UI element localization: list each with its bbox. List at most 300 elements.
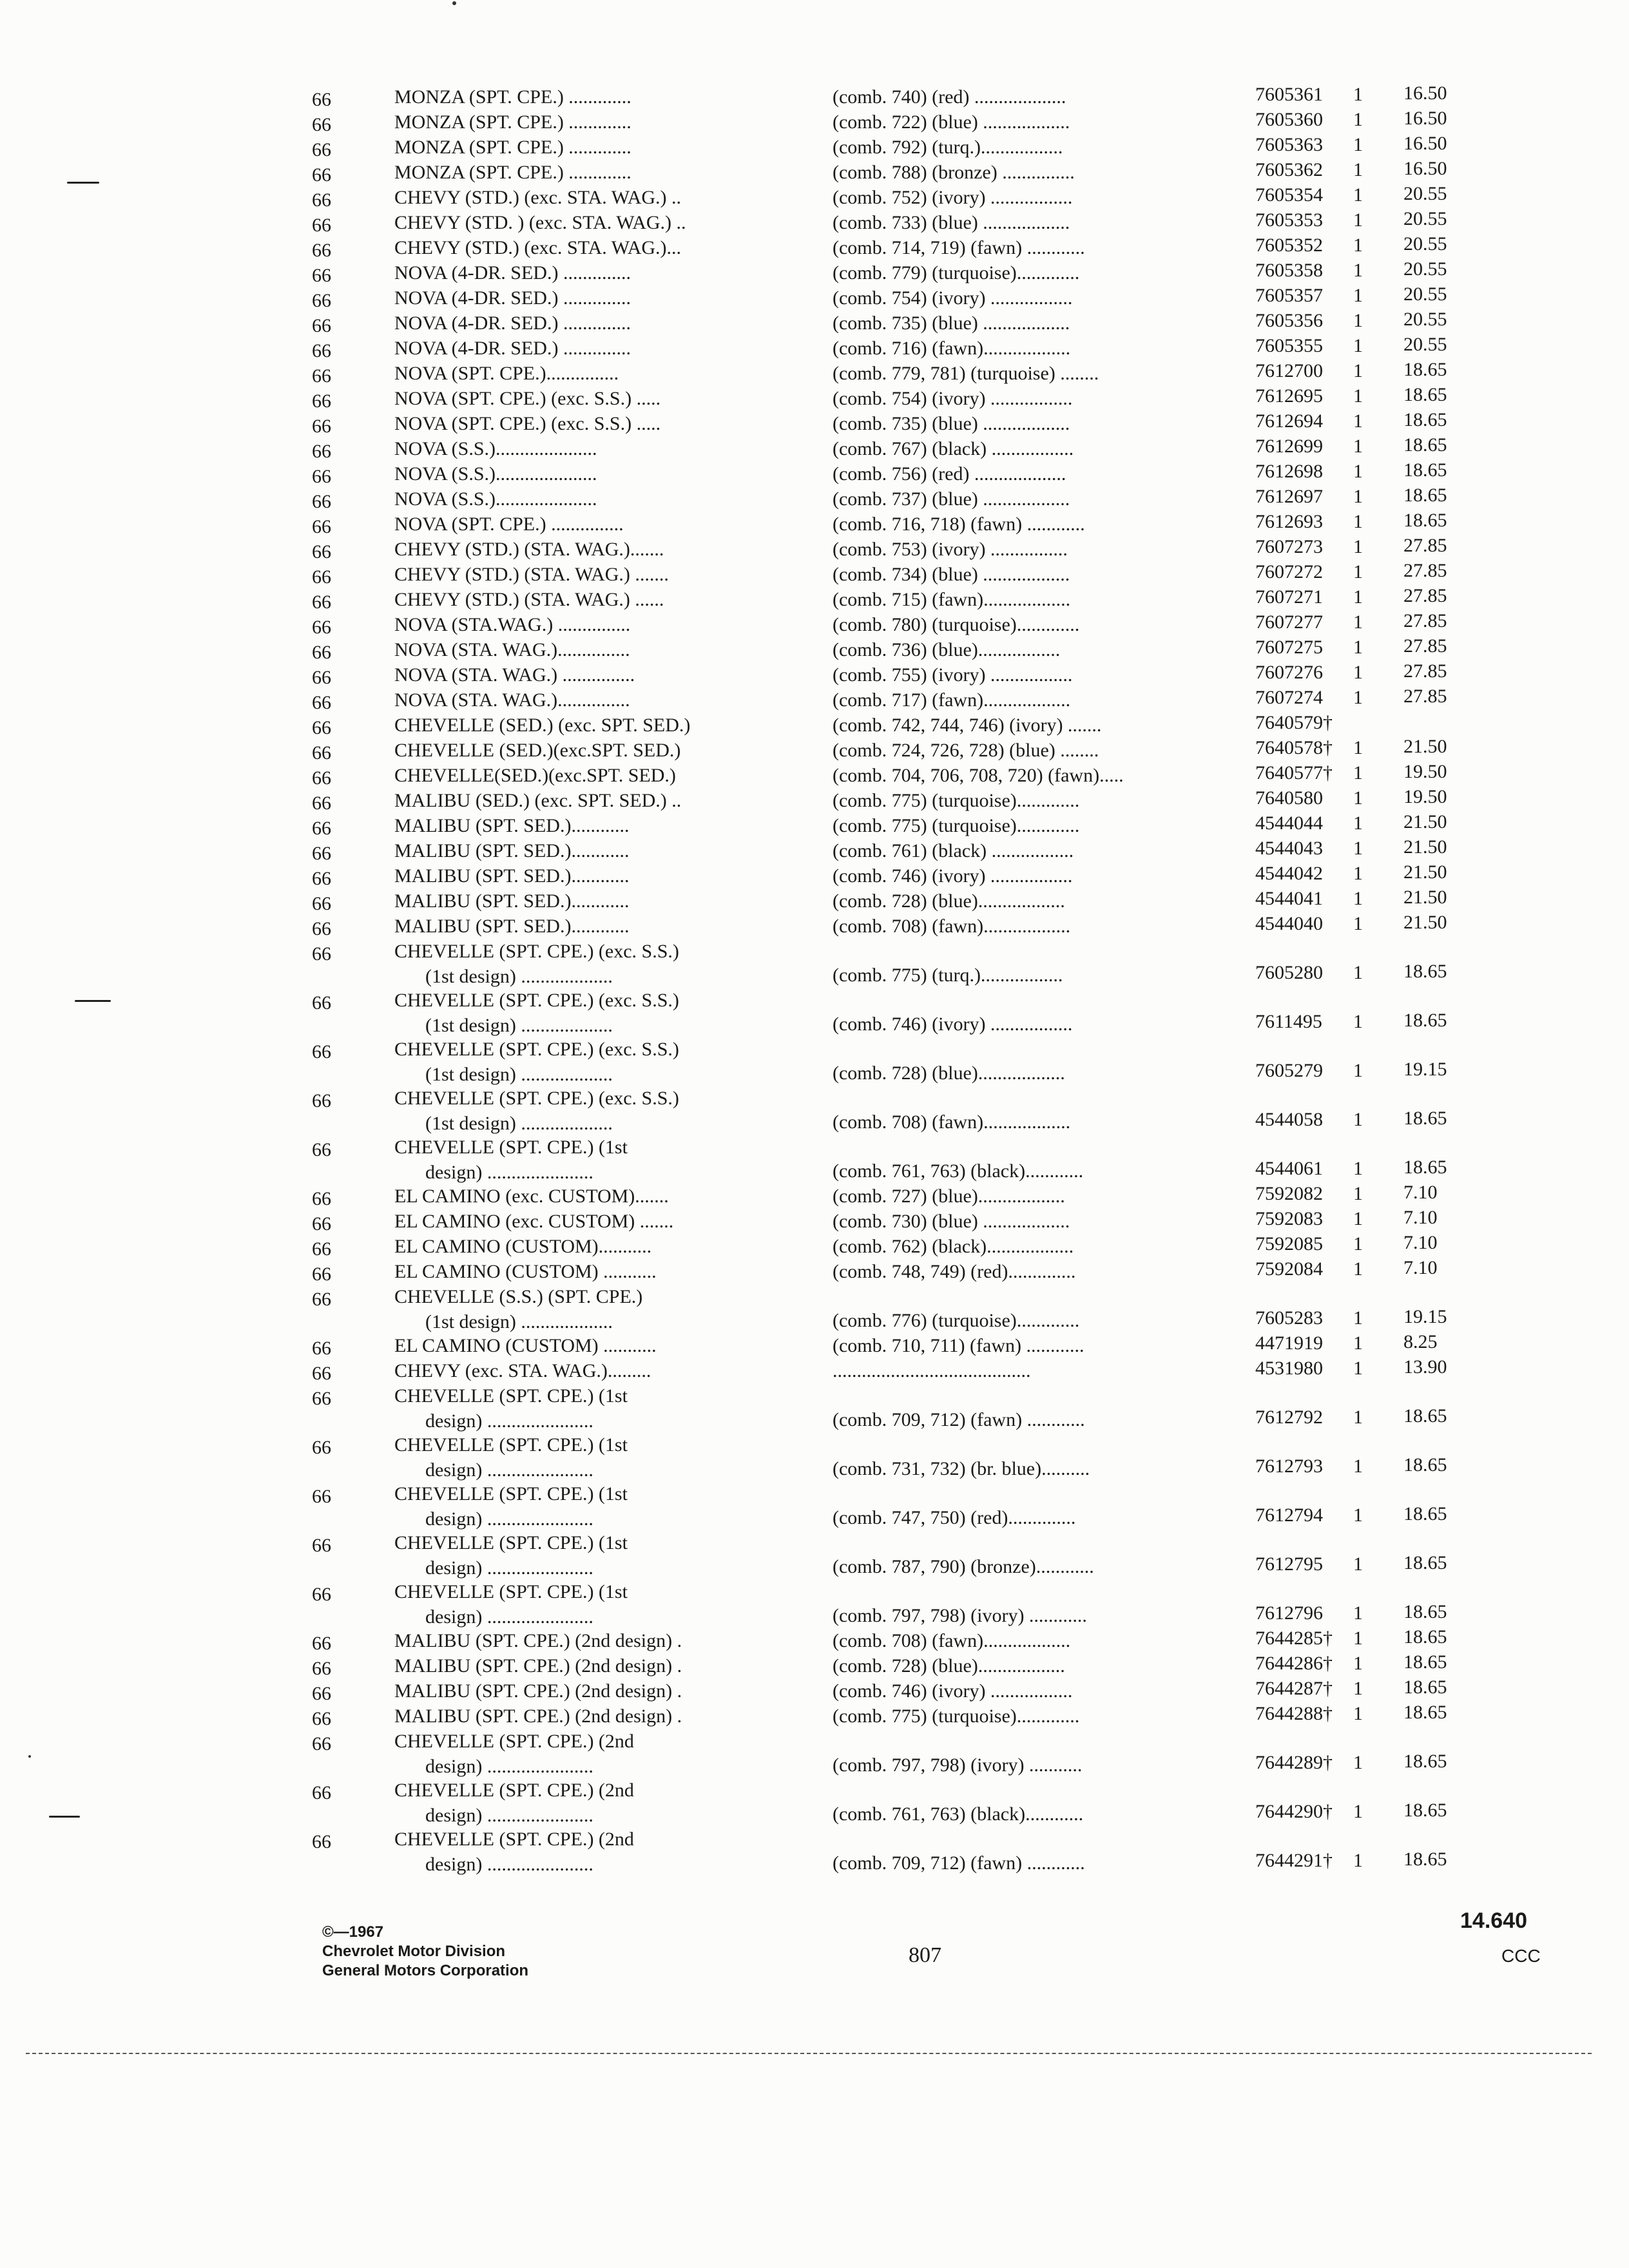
price-cell: 18.65: [1403, 459, 1447, 481]
description-cell: (comb. 716, 718) (fawn) ............: [833, 514, 1085, 535]
year-cell: 66: [312, 1584, 331, 1605]
description-cell: (comb. 710, 711) (fawn) ............: [833, 1335, 1084, 1356]
quantity-cell: 1: [1353, 687, 1363, 708]
quantity-cell: 1: [1353, 1208, 1363, 1229]
model-cell: MALIBU (SPT. CPE.) (2nd design) .: [394, 1680, 682, 1702]
price-cell: 18.65: [1403, 1108, 1447, 1129]
part-number-cell: 7644288†: [1255, 1703, 1333, 1724]
year-cell: 66: [312, 189, 331, 211]
part-number-cell: 7592082: [1255, 1183, 1323, 1204]
price-cell: 18.65: [1403, 485, 1447, 506]
price-cell: 18.65: [1403, 961, 1447, 982]
part-number-cell: 7612695: [1255, 385, 1323, 407]
model-cell: CHEVY (STD.) (STA. WAG.) .......: [394, 564, 669, 585]
model-cell: MALIBU (SPT. SED.)............: [394, 865, 630, 887]
price-cell: 19.15: [1403, 1059, 1447, 1080]
quantity-cell: 1: [1353, 838, 1363, 859]
quantity-cell: 1: [1353, 1358, 1363, 1379]
price-cell: 7.10: [1403, 1257, 1438, 1278]
margin-mark: [75, 1000, 111, 1002]
model-cell: NOVA (SPT. CPE.) ...............: [394, 514, 624, 535]
description-cell: (comb. 755) (ivory) .................: [833, 664, 1073, 686]
description-cell: (comb. 747, 750) (red)..............: [833, 1507, 1076, 1528]
description-cell: (comb. 775) (turq.).................: [833, 965, 1063, 986]
quantity-cell: 1: [1353, 461, 1363, 482]
part-number-cell: 7592083: [1255, 1208, 1323, 1229]
description-cell: (comb. 708) (fawn)..................: [833, 1630, 1071, 1651]
price-cell: 21.50: [1403, 887, 1447, 908]
model-cell: CHEVY (exc. STA. WAG.).........: [394, 1360, 651, 1381]
part-number-cell: 4544058: [1255, 1109, 1323, 1130]
description-cell: (comb. 728) (blue)..................: [833, 1655, 1065, 1677]
margin-mark: [49, 1816, 80, 1818]
model-cell: EL CAMINO (exc. CUSTOM) .......: [394, 1211, 674, 1232]
model-continuation: design) ......................: [425, 1756, 593, 1777]
part-number-cell: 7605362: [1255, 159, 1323, 180]
model-cell: NOVA (STA.WAG.) ...............: [394, 614, 631, 635]
division-line: Chevrolet Motor Division: [322, 1943, 506, 1960]
year-cell: 66: [312, 516, 331, 537]
part-number-cell: 7644291†: [1255, 1850, 1333, 1871]
quantity-cell: 1: [1353, 1504, 1363, 1526]
year-cell: 66: [312, 1831, 331, 1852]
part-number-cell: 7612793: [1255, 1456, 1323, 1477]
quantity-cell: 1: [1353, 1011, 1363, 1032]
price-cell: 21.50: [1403, 736, 1447, 757]
description-cell: (comb. 746) (ivory) .................: [833, 1014, 1073, 1035]
year-cell: 66: [312, 943, 331, 965]
description-cell: (comb. 708) (fawn)..................: [833, 916, 1071, 937]
model-cell: CHEVELLE (SPT. CPE.) (exc. S.S.): [394, 941, 679, 962]
model-continuation: design) ......................: [425, 1606, 593, 1628]
model-cell: NOVA (SPT. CPE.) (exc. S.S.) .....: [394, 413, 661, 434]
year-cell: 66: [312, 240, 331, 261]
price-cell: 18.65: [1403, 1626, 1447, 1648]
quantity-cell: 1: [1353, 536, 1363, 557]
year-cell: 66: [312, 265, 331, 286]
part-number-cell: 7612697: [1255, 486, 1323, 507]
description-cell: (comb. 776) (turquoise).............: [833, 1310, 1080, 1331]
year-cell: 66: [312, 1388, 331, 1409]
model-cell: NOVA (STA. WAG.)...............: [394, 639, 630, 660]
price-cell: 16.50: [1403, 82, 1447, 104]
description-cell: (comb. 737) (blue) ..................: [833, 488, 1070, 510]
price-cell: 18.65: [1403, 409, 1447, 430]
part-number-cell: 7592085: [1255, 1233, 1323, 1254]
description-cell: (comb. 731, 732) (br. blue)..........: [833, 1458, 1090, 1479]
part-number-cell: 4544043: [1255, 838, 1323, 859]
part-number-cell: 7607272: [1255, 561, 1323, 582]
year-cell: 66: [312, 742, 331, 764]
part-number-cell: 7605352: [1255, 235, 1323, 256]
quantity-cell: 1: [1353, 310, 1363, 331]
quantity-cell: 1: [1353, 1407, 1363, 1428]
description-cell: (comb. 734) (blue) ..................: [833, 564, 1070, 585]
price-cell: 20.55: [1403, 258, 1447, 280]
model-cell: NOVA (S.S.).....................: [394, 438, 597, 459]
part-number-cell: 7605280: [1255, 962, 1323, 983]
quantity-cell: 1: [1353, 1307, 1363, 1329]
model-cell: MALIBU (SPT. SED.)............: [394, 890, 630, 912]
part-number-cell: 7605356: [1255, 310, 1323, 331]
quantity-cell: 1: [1353, 486, 1363, 507]
description-cell: (comb. 730) (blue) ..................: [833, 1211, 1070, 1232]
quantity-cell: 1: [1353, 611, 1363, 633]
description-cell: (comb. 735) (blue) ..................: [833, 413, 1070, 434]
price-cell: 27.85: [1403, 560, 1447, 581]
part-number-cell: 4544044: [1255, 812, 1323, 834]
quantity-cell: 1: [1353, 913, 1363, 934]
quantity-cell: 1: [1353, 260, 1363, 281]
price-cell: 18.65: [1403, 434, 1447, 456]
year-cell: 66: [312, 667, 331, 688]
year-cell: 66: [312, 793, 331, 814]
model-cell: CHEVELLE (S.S.) (SPT. CPE.): [394, 1286, 643, 1307]
year-cell: 66: [312, 818, 331, 839]
description-cell: (comb. 716) (fawn)..................: [833, 338, 1071, 359]
part-number-cell: 7605353: [1255, 209, 1323, 231]
model-cell: CHEVELLE (SPT. CPE.) (1st: [394, 1137, 628, 1158]
description-cell: (comb. 728) (blue)..................: [833, 890, 1065, 912]
year-cell: 66: [312, 114, 331, 135]
model-cell: MALIBU (SPT. SED.)............: [394, 815, 630, 836]
description-cell: (comb. 780) (turquoise).............: [833, 614, 1080, 635]
price-cell: 7.10: [1403, 1182, 1438, 1203]
description-cell: (comb. 787, 790) (bronze)............: [833, 1556, 1094, 1577]
year-cell: 66: [312, 893, 331, 914]
price-cell: 16.50: [1403, 108, 1447, 129]
price-cell: 16.50: [1403, 133, 1447, 154]
part-number-cell: 7644287†: [1255, 1678, 1333, 1699]
price-cell: 27.85: [1403, 686, 1447, 707]
year-cell: 66: [312, 1486, 331, 1507]
part-number-cell: 4544041: [1255, 888, 1323, 909]
price-cell: 21.50: [1403, 811, 1447, 832]
model-continuation: design) ......................: [425, 1459, 593, 1481]
price-cell: 18.65: [1403, 359, 1447, 380]
model-continuation: design) ......................: [425, 1410, 593, 1432]
quantity-cell: 1: [1353, 662, 1363, 683]
part-number-cell: 7612699: [1255, 436, 1323, 457]
part-number-cell: 7612795: [1255, 1553, 1323, 1575]
quantity-cell: 1: [1353, 410, 1363, 432]
year-cell: 66: [312, 692, 331, 713]
model-cell: CHEVY (STD.) (exc. STA. WAG.)...: [394, 237, 682, 258]
model-cell: NOVA (4-DR. SED.) ..............: [394, 312, 631, 334]
description-cell: (comb. 724, 726, 728) (blue) ........: [833, 740, 1099, 761]
description-cell: (comb. 797, 798) (ivory) ...........: [833, 1754, 1083, 1776]
model-cell: NOVA (SPT. CPE.) (exc. S.S.) .....: [394, 388, 661, 409]
year-cell: 66: [312, 1238, 331, 1260]
part-number-cell: 7644290†: [1255, 1801, 1333, 1822]
model-cell: MONZA (SPT. CPE.) .............: [394, 86, 631, 108]
price-cell: 20.55: [1403, 208, 1447, 229]
quantity-cell: 1: [1353, 1183, 1363, 1204]
year-cell: 66: [312, 164, 331, 186]
scan-speck: [28, 1755, 31, 1758]
model-cell: NOVA (4-DR. SED.) ..............: [394, 287, 631, 309]
model-cell: MALIBU (SPT. SED.)............: [394, 916, 630, 937]
price-cell: 7.10: [1403, 1232, 1438, 1253]
year-cell: 66: [312, 1041, 331, 1062]
price-cell: 18.65: [1403, 1454, 1447, 1475]
model-cell: NOVA (S.S.).....................: [394, 463, 597, 485]
part-number-cell: 7605355: [1255, 335, 1323, 356]
part-number-cell: 4544042: [1255, 863, 1323, 884]
page-number: 807: [909, 1943, 941, 1967]
quantity-cell: 1: [1353, 561, 1363, 582]
year-cell: 66: [312, 1090, 331, 1111]
description-cell: (comb. 740) (red) ...................: [833, 86, 1066, 108]
model-cell: MALIBU (SED.) (exc. SPT. SED.) ..: [394, 790, 682, 811]
description-cell: (comb. 761, 763) (black)............: [833, 1160, 1084, 1182]
model-cell: CHEVELLE (SPT. CPE.) (1st: [394, 1434, 628, 1456]
model-cell: MALIBU (SPT. CPE.) (2nd design) .: [394, 1655, 682, 1677]
part-number-cell: 4544040: [1255, 913, 1323, 934]
model-cell: CHEVELLE (SPT. CPE.) (exc. S.S.): [394, 1039, 679, 1060]
quantity-cell: 1: [1353, 762, 1363, 783]
model-cell: NOVA (4-DR. SED.) ..............: [394, 262, 631, 284]
model-cell: CHEVY (STD.) (exc. STA. WAG.) ..: [394, 187, 682, 208]
quantity-cell: 1: [1353, 235, 1363, 256]
model-cell: MALIBU (SPT. CPE.) (2nd design) .: [394, 1706, 682, 1727]
description-cell: (comb. 714, 719) (fawn) ............: [833, 237, 1085, 258]
price-cell: 18.65: [1403, 1157, 1447, 1178]
quantity-cell: 1: [1353, 1678, 1363, 1699]
year-cell: 66: [312, 1139, 331, 1160]
quantity-cell: 1: [1353, 737, 1363, 758]
price-cell: 20.55: [1403, 309, 1447, 330]
quantity-cell: 1: [1353, 863, 1363, 884]
description-cell: (comb. 754) (ivory) .................: [833, 287, 1073, 309]
year-cell: 66: [312, 1188, 331, 1209]
quantity-cell: 1: [1353, 360, 1363, 381]
model-cell: CHEVELLE (SED.) (exc. SPT. SED.): [394, 715, 691, 736]
part-number-cell: 7611495: [1255, 1011, 1322, 1032]
quantity-cell: 1: [1353, 1109, 1363, 1130]
description-cell: (comb. 735) (blue) ..................: [833, 312, 1070, 334]
price-cell: 18.65: [1403, 1552, 1447, 1573]
scan-speck: [452, 1, 456, 5]
part-number-cell: 7605357: [1255, 285, 1323, 306]
price-cell: 21.50: [1403, 861, 1447, 883]
price-cell: 18.65: [1403, 1677, 1447, 1698]
model-cell: MONZA (SPT. CPE.) .............: [394, 137, 631, 158]
part-number-cell: 7612698: [1255, 461, 1323, 482]
price-cell: 7.10: [1403, 1207, 1438, 1228]
price-cell: 16.50: [1403, 158, 1447, 179]
part-number-cell: 7612694: [1255, 410, 1323, 432]
year-cell: 66: [312, 215, 331, 236]
year-cell: 66: [312, 1363, 331, 1384]
part-number-cell: 4544061: [1255, 1158, 1323, 1179]
price-cell: 27.85: [1403, 535, 1447, 556]
part-number-cell: 7612792: [1255, 1407, 1323, 1428]
description-cell: (comb. 753) (ivory) ................: [833, 539, 1068, 560]
year-cell: 66: [312, 1338, 331, 1359]
part-number-cell: 7605361: [1255, 84, 1323, 105]
part-number-cell: 7605279: [1255, 1060, 1323, 1081]
model-cell: CHEVELLE (SPT. CPE.) (1st: [394, 1532, 628, 1553]
model-cell: CHEVELLE (SPT. CPE.) (2nd: [394, 1780, 634, 1801]
price-cell: 18.65: [1403, 1503, 1447, 1524]
model-continuation: design) ......................: [425, 1854, 593, 1875]
part-number-cell: 7644289†: [1255, 1752, 1333, 1773]
model-cell: CHEVELLE (SPT. CPE.) (2nd: [394, 1829, 634, 1850]
part-number-cell: 7607274: [1255, 687, 1323, 708]
description-cell: (comb. 762) (black)..................: [833, 1236, 1074, 1257]
price-cell: 18.65: [1403, 1800, 1447, 1821]
quantity-cell: 1: [1353, 385, 1363, 407]
description-cell: (comb. 742, 744, 746) (ivory) .......: [833, 715, 1102, 736]
price-cell: 27.85: [1403, 660, 1447, 682]
description-cell: (comb. 748, 749) (red)..............: [833, 1261, 1076, 1282]
description-cell: (comb. 775) (turquoise).............: [833, 790, 1080, 811]
year-cell: 66: [312, 340, 331, 361]
price-cell: 18.65: [1403, 384, 1447, 405]
quantity-cell: 1: [1353, 285, 1363, 306]
part-number-cell: 7644285†: [1255, 1628, 1333, 1649]
description-cell: (comb. 736) (blue).................: [833, 639, 1061, 660]
year-cell: 66: [312, 642, 331, 663]
part-number-cell: 4531980: [1255, 1358, 1323, 1379]
model-continuation: (1st design) ...................: [425, 1064, 613, 1085]
model-cell: CHEVELLE (SPT. CPE.) (1st: [394, 1385, 628, 1407]
quantity-cell: 1: [1353, 1158, 1363, 1179]
year-cell: 66: [312, 541, 331, 562]
description-cell: (comb. 779) (turquoise).............: [833, 262, 1080, 284]
price-cell: 27.85: [1403, 635, 1447, 657]
model-continuation: design) ......................: [425, 1508, 593, 1530]
model-cell: CHEVELLE (SPT. CPE.) (2nd: [394, 1731, 634, 1752]
description-cell: (comb. 722) (blue) ..................: [833, 111, 1070, 133]
description-cell: .........................................: [833, 1360, 1031, 1381]
description-cell: (comb. 797, 798) (ivory) ............: [833, 1605, 1087, 1626]
price-cell: 27.85: [1403, 610, 1447, 631]
year-cell: 66: [312, 89, 331, 110]
part-number-cell: 7612796: [1255, 1602, 1323, 1624]
price-cell: 18.65: [1403, 510, 1447, 531]
part-number-cell: 7612700: [1255, 360, 1323, 381]
part-number-cell: 7640578†: [1255, 737, 1333, 758]
price-cell: 18.65: [1403, 1651, 1447, 1673]
description-cell: (comb. 792) (turq.).................: [833, 137, 1063, 158]
price-cell: 20.55: [1403, 334, 1447, 355]
quantity-cell: 1: [1353, 335, 1363, 356]
description-cell: (comb. 717) (fawn)..................: [833, 689, 1071, 711]
corporation-line: General Motors Corporation: [322, 1962, 529, 1979]
quantity-cell: 1: [1353, 1602, 1363, 1624]
quantity-cell: 1: [1353, 1553, 1363, 1575]
year-cell: 66: [312, 315, 331, 336]
quantity-cell: 1: [1353, 787, 1363, 809]
description-cell: (comb. 779, 781) (turquoise) ........: [833, 363, 1099, 384]
model-cell: NOVA (STA. WAG.) ...............: [394, 664, 635, 686]
part-number-cell: 7592084: [1255, 1258, 1323, 1280]
year-cell: 66: [312, 868, 331, 889]
description-cell: (comb. 754) (ivory) .................: [833, 388, 1073, 409]
year-cell: 66: [312, 466, 331, 487]
model-cell: CHEVELLE (SPT. CPE.) (exc. S.S.): [394, 990, 679, 1011]
quantity-cell: 1: [1353, 184, 1363, 206]
part-number-cell: 7640577†: [1255, 762, 1333, 783]
price-cell: 18.65: [1403, 1702, 1447, 1723]
quantity-cell: 1: [1353, 1233, 1363, 1254]
model-cell: CHEVY (STD. ) (exc. STA. WAG.) ..: [394, 212, 686, 233]
part-number-cell: 7605363: [1255, 134, 1323, 155]
part-number-cell: 7605283: [1255, 1307, 1323, 1329]
quantity-cell: 1: [1353, 1456, 1363, 1477]
description-cell: (comb. 761) (black) .................: [833, 840, 1074, 861]
price-cell: 19.50: [1403, 786, 1447, 807]
quantity-cell: 1: [1353, 134, 1363, 155]
price-cell: 13.90: [1403, 1356, 1447, 1378]
description-cell: (comb. 788) (bronze) ...............: [833, 162, 1075, 183]
year-cell: 66: [312, 617, 331, 638]
description-cell: (comb. 752) (ivory) .................: [833, 187, 1073, 208]
model-continuation: design) ......................: [425, 1162, 593, 1183]
part-number-cell: 7607273: [1255, 536, 1323, 557]
description-cell: (comb. 775) (turquoise).............: [833, 815, 1080, 836]
price-cell: 19.15: [1403, 1306, 1447, 1327]
price-cell: 19.50: [1403, 761, 1447, 782]
quantity-cell: 1: [1353, 962, 1363, 983]
quantity-cell: 1: [1353, 209, 1363, 231]
description-cell: (comb. 733) (blue) ..................: [833, 212, 1070, 233]
part-number-cell: 7607271: [1255, 586, 1323, 608]
description-cell: (comb. 715) (fawn)..................: [833, 589, 1071, 610]
model-cell: CHEVELLE (SED.)(exc.SPT. SED.): [394, 740, 681, 761]
part-number-cell: 7607276: [1255, 662, 1323, 683]
description-cell: (comb. 746) (ivory) .................: [833, 865, 1073, 887]
part-number-cell: 7612693: [1255, 511, 1323, 532]
quantity-cell: 1: [1353, 1258, 1363, 1280]
quantity-cell: 1: [1353, 888, 1363, 909]
year-cell: 66: [312, 365, 331, 387]
part-number-cell: 4471919: [1255, 1332, 1323, 1354]
model-continuation: (1st design) ...................: [425, 966, 613, 987]
year-cell: 66: [312, 992, 331, 1014]
quantity-cell: 1: [1353, 1332, 1363, 1354]
price-cell: 18.65: [1403, 1601, 1447, 1622]
quantity-cell: 1: [1353, 1801, 1363, 1822]
part-number-cell: 7605354: [1255, 184, 1323, 206]
year-cell: 66: [312, 1633, 331, 1654]
model-continuation: design) ......................: [425, 1805, 593, 1826]
model-continuation: (1st design) ...................: [425, 1015, 613, 1036]
model-continuation: (1st design) ...................: [425, 1113, 613, 1134]
model-cell: CHEVELLE(SED.)(exc.SPT. SED.): [394, 765, 676, 786]
part-number-cell: 7607277: [1255, 611, 1323, 633]
model-cell: CHEVELLE (SPT. CPE.) (1st: [394, 1581, 628, 1602]
model-cell: CHEVELLE (SPT. CPE.) (exc. S.S.): [394, 1088, 679, 1109]
year-cell: 66: [312, 1683, 331, 1704]
section-number: 14.640: [1460, 1908, 1527, 1933]
year-cell: 66: [312, 717, 331, 738]
quantity-cell: 1: [1353, 109, 1363, 130]
description-cell: (comb. 704, 706, 708, 720) (fawn).....: [833, 765, 1124, 786]
description-cell: (comb. 708) (fawn)..................: [833, 1111, 1071, 1133]
price-cell: 21.50: [1403, 912, 1447, 933]
price-cell: 20.55: [1403, 233, 1447, 255]
footer-publisher: [322, 1923, 528, 1981]
year-cell: 66: [312, 491, 331, 512]
year-cell: 66: [312, 390, 331, 412]
price-cell: 18.65: [1403, 1849, 1447, 1870]
year-cell: 66: [312, 918, 331, 939]
year-cell: 66: [312, 1264, 331, 1285]
description-cell: (comb. 728) (blue)..................: [833, 1062, 1065, 1084]
